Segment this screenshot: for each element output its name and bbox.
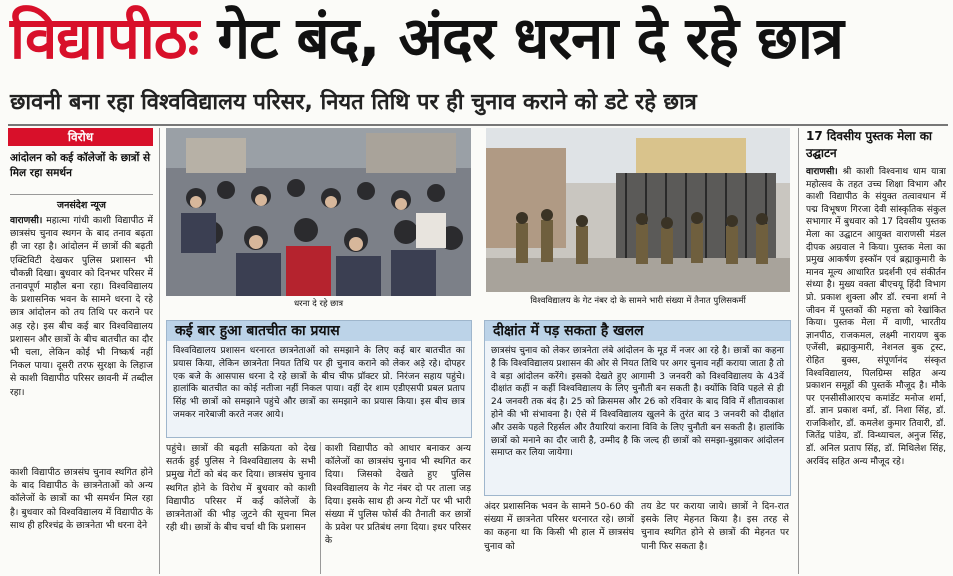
left-body-text: महात्मा गांधी काशी विद्यापीठ में छात्रसंघ चुनाव स्थगन के बाद तनाव बढ़ता ही जा रहा है। आंदोलन में छात्रों की बढ़ती एक्टिविटी देखकर पुलिस प्रशासन भी चौकन्नी दिखा। बुधवार को दिनभर परिसर में तनावपूर्ण माहौल बना रहा। विश्वविद्यालय के प्रशासनिक भवन के सामने धरना दे रहे छात्र आंदोलन को तय तिथि पर कराने पर अड़ रहे। इस बीच कई बार विश्वविद्यालय प्रशासन और छात्रों के बीच बातचीत का दौर भी चला, लेकिन कोई भी निष्कर्ष नहीं निकल पाया। दूसरी तरफ सुरक्षा के लिहाज से काशी विद्यापीठ परिसर छावनी में तब्दील रहा। <box>10 215 153 398</box>
byline: जनसंदेश न्यूज <box>57 200 106 211</box>
book-fair-dateline: वाराणसी। <box>806 167 838 177</box>
box-convocation-title: दीक्षांत में पड़ सकता है खलल <box>485 321 790 341</box>
story-kicker: आंदोलन को कई कॉलेजों के छात्रों से मिल रहा समर्थन <box>10 152 151 179</box>
book-fair-body <box>806 166 946 574</box>
protest-photo-illustration <box>166 128 471 296</box>
headline-main: गेट बंद, अंदर धरना दे रहे छात्र <box>217 4 843 72</box>
police-gate-photo-caption: विश्वविद्यालय के गेट नंबर दो के सामने भारी संख्या में तैनात पुलिसकर्मी <box>530 296 746 306</box>
sidebar-box-convocation <box>484 320 791 496</box>
protest-photo-caption: धरना दे रहे छात्र <box>293 299 344 309</box>
left-body-text-2: काशी विद्यापीठ छात्रसंघ चुनाव स्थगित होने के बाद विद्यापीठ के छात्रनेताओं को अन्य कॉलेजों के छात्रों का भी समर्थन मिल रहा है। बुधवार को विश्वविद्यालय में विद्यापीठ के साथ ही हरिश्चंद्र के छात्रनेता भी धरना देने <box>10 467 153 531</box>
kicker-divider <box>10 194 153 195</box>
police-gate-illustration <box>486 128 790 292</box>
bottom-column-divider <box>320 442 321 574</box>
book-fair-text: श्री काशी विश्वनाथ धाम यात्रा महोत्सव के तहत उच्च शिक्षा विभाग और काशी विद्यापीठ के संयुक्त तत्वावधान में पद्म विभूषण गिरजा देवी सांस्कृतिक संकुल सभागार में बुधवार को 17 दिवसीय पुस्तक मेला का उद्घाटन आयुक्त वाराणसी मंडल दीपक अग्रवाल ने किया। पुस्तक मेला का प्रमुख आकर्षण इस्कॉन एवं ब्रह्माकुमारी के मानव मूल्य आधारित प्रदर्शनी एवं संकीर्तन संध्या है। मुख्य वक्ता बीएचयू हिंदी विभाग प्रो. प्रकाश शुक्ला और डॉ. रचना शर्मा ने जीवन में पुस्तकों की महत्ता को रेखांकित किया। पुस्तक मेला में वाणी, भारतीय ज्ञानपीठ, राजकमल, लक्ष्मी नारायण बुक एजेंसी, ब्रह्माकुमारी, नेशनल बुक ट्रस्ट, रोहित बुक्स, संपूर्णानंद संस्कृत विश्वविद्यालय, पिलग्रिम्स सहित अन्य प्रकाशन समूहों की पुस्तकें मौजूद है। मौके पर एनसीसीआरएच कमांडेंट मनोज शर्मा, डॉ. ज्ञान प्रकाश वर्मा, डॉ. निशा सिंह, डॉ. राजकिशोर, डॉ. कमलेश कुमार तिवारी, डॉ. जितेंद्र पांडेय, डॉ. विन्ध्याचल, अनुज सिंह, डॉ. अनिल प्रताप सिंह, डॉ. मिथिलेश सिंह, अरविंद सहित अन्य मौजूद रहे। <box>806 167 946 467</box>
bottom-column-3: अंदर प्रशासनिक भवन के सामने 50-60 की संख्या में छात्रनेता परिसर धरनारत रहे। छात्रों का कहना था कि किसी भी हाल में छात्रसंघ चुनाव को <box>484 501 634 552</box>
box-talks-title: कई बार हुआ बातचीत का प्रयास <box>167 321 471 341</box>
book-fair-headline: 17 दिवसीय पुस्तक मेला का उद्घाटन <box>806 129 933 160</box>
section-tag: विरोध <box>8 128 153 146</box>
subheadline: छावनी बना रहा विश्वविद्यालय परिसर, नियत तिथि पर ही चुनाव कराने को डटे रहे छात्र <box>10 90 697 115</box>
bottom-column-1: पहुंचे। छात्रों की बढ़ती सक्रियता को देख सतर्क हुई पुलिस ने विश्वविद्यालय के सभी प्रमुख गेटों को बंद कर दिया। छात्रसंघ चुनाव स्थगित होने के विरोध में बुधवार को काशी विद्यापीठ परिसर में कई कॉलेजों के छात्रनेताओं की भीड़ जुटने की सूचना मिल रही थी। छात्रों के बीच चर्चा थी कि प्रशासन <box>166 443 316 534</box>
box-convocation-text: छात्रसंघ चुनाव को लेकर छात्रनेता लंबे आंदोलन के मूड में नजर आ रहे है। छात्रों का कहना है कि विश्वविद्यालय प्रशासन की ओर से नियत तिथि पर अगर चुनाव नहीं कराया जाता है तो वे बड़ा आंदोलन करेंगे। इसको देखते हुए आगामी 3 जनवरी को विश्वविद्यालय के 43वें दीक्षांत कहीं न कहीं विश्वविद्यालय के लिए चुनौती बन सकती है। क्योंकि विवि पहले से ही 24 जनवरी तक बंद है। 25 को क्रिसमस और 26 को रविवार के बाद विवि में शीतावकाश होने की भी संभावना है। ऐसे में विश्वविद्यालय खुलने के तुरंत बाद 3 जनवरी को दीक्षांत और उसके पहले रिहर्सल और तैयारियां कराना विवि के लिए चुनौती बन सकती है। हालांकि छात्रों को मनाने का दौर जारी है, उम्मीद है कि जल्द ही छात्रों को समझा-बुझाकर आंदोलन समाप्त कर लिया जायेगा। <box>491 346 784 459</box>
right-column-divider <box>798 128 799 574</box>
sidebar-box-talks <box>166 320 472 438</box>
left-body-continued <box>10 466 153 574</box>
bottom-column-2: काशी विद्यापीठ को आधार बनाकर अन्य कॉलेजों का छात्रसंघ चुनाव भी स्थगित कर दिया। जिसको देखते हुए पुलिस विश्वविद्यालय के गेट नंबर दो पर ताला जड़ दिया। इसके साथ ही अन्य गेटों पर भी भारी संख्या में पुलिस फोर्स की तैनाती कर छात्रों के प्रवेश पर प्रतिबंध लगा दिया। इधर परिसर के <box>325 443 471 547</box>
page-headline <box>10 2 950 74</box>
top-divider <box>8 124 948 126</box>
bottom-column-4: तय डेट पर कराया जाये। छात्रों ने दिन-रात इसके लिए मेहनत किया है। इस तरह से चुनाव स्थगित होने से छात्रों की मेहनत पर पानी फिर सकता है। <box>641 501 789 552</box>
left-body <box>10 214 153 462</box>
police-gate-photo <box>486 128 790 292</box>
protest-photo <box>166 128 471 296</box>
headline-prefix: विद्यापीठः <box>10 4 199 72</box>
left-dateline: वाराणसी। <box>10 215 43 226</box>
column-divider <box>159 128 160 574</box>
box-talks-text: विश्वविद्यालय प्रशासन धरनारत छात्रनेताओं को समझाने के लिए कई बार बातचीत का प्रयास किया, लेकिन छात्रनेता नियत तिथि पर ही चुनाव कराने को लेकर अड़े रहे। दोपहर एक बजे के आसपास धरना दे रहे छात्रों के बीच चीफ प्रॉक्टर प्रो. निरंजन सहाय पहुंचे। हालांकि बातचीत का कोई नतीजा नहीं निकल पाया। वहीं देर शाम एडीएसपी प्रबल प्रताप सिंह भी छात्रों को समझाने पहुंचे और छात्रों का समझाने का प्रयास किया। इस बीच छात्र जमकर नारेबाजी करते नजर आये। <box>173 346 465 420</box>
